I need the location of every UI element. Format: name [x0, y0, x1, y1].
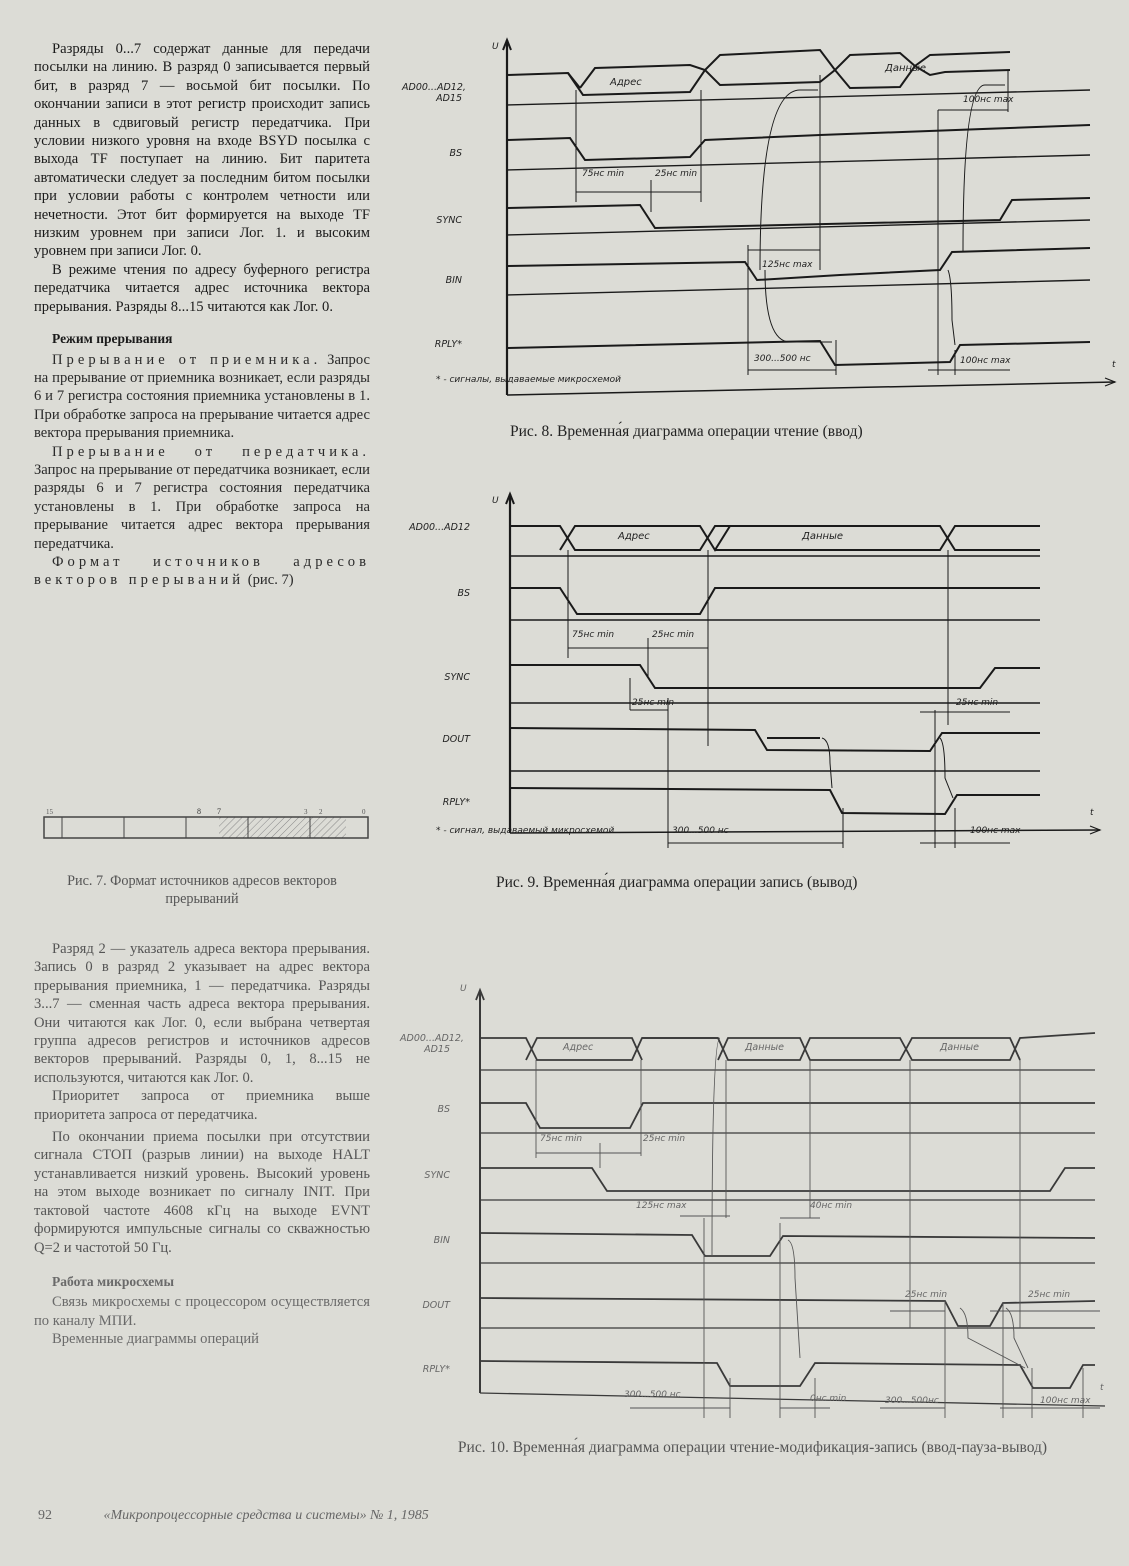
- timing-125ns: 125нс max: [636, 1201, 687, 1211]
- bus-label-address: Адрес: [610, 77, 642, 88]
- fig10-caption: Рис. 10. Временна́я диаграмма операции чтение-модификация-запись (ввод-пауза-вывод): [457, 1439, 1048, 1456]
- paragraph: [34, 443, 370, 553]
- signal-label-bs: BS: [457, 588, 470, 599]
- signal-label-bin: BIN: [445, 275, 462, 286]
- page-footer: [38, 1508, 429, 1524]
- fig8-footnote: * - сигналы, выдаваемые микросхемой: [436, 375, 622, 385]
- fig9-timing-diagram-write: [400, 488, 1120, 908]
- signal-label-bin: BIN: [433, 1235, 450, 1246]
- paragraph: Связь микросхемы с процессором осуществляется по каналу МПИ.: [34, 1294, 370, 1329]
- fig7-register-format: [42, 805, 372, 845]
- bit-label: 0: [362, 808, 366, 816]
- bit-label: 15: [46, 808, 53, 816]
- paragraph-text: Запрос на прерывание от приемника возникает, если разряды 6 и 7 регистра состояния приемника установлены в 1. При обработке запроса на прерывание читается адрес вектора прерывания приемника.: [34, 351, 370, 442]
- timing-300-500ns: 300...500 нс: [754, 354, 811, 364]
- timing-75ns: 75нс min: [540, 1134, 583, 1144]
- paragraph: Приоритет запроса от приемника выше приоритета запроса от передатчика.: [34, 1088, 370, 1123]
- timing-25ns-dout: 25нс min: [632, 698, 675, 708]
- section-heading-interrupt: Режим прерывания: [52, 331, 173, 347]
- fig8-timing-diagram-read: [400, 30, 1120, 450]
- bus-label-data-write: Данные: [940, 1042, 980, 1053]
- axis-label-u: U: [460, 984, 467, 994]
- signal-label-sync: SYNC: [424, 1170, 450, 1181]
- timing-40ns: 40нс min: [810, 1201, 853, 1211]
- paragraph: Разряд 2 — указатель адреса вектора прерывания. Запись 0 в разряд 2 указывает на адрес вектора прерывания приемника, 1 — передатчика. Разряды 3...7 — сменная часть адреса вектора прерывания. Они читаются как Лог. 0, если выбрана четвертая группа адресов регистров и источников адресов векторов прерываний. Разряды 0, 1, 8...15 не используются, читаются как Лог. 0.: [34, 941, 370, 1086]
- axis-label-u: U: [492, 496, 499, 506]
- emphasis-spaced: Прерывание от передатчика.: [52, 443, 370, 460]
- signal-label-bs: BS: [449, 148, 462, 159]
- bit-label: 2: [319, 808, 323, 816]
- timing-75ns: 75нс min: [582, 169, 625, 179]
- axis-label-u: U: [492, 42, 499, 52]
- fig9-caption: Рис. 9. Временна́я диаграмма операции запись (вывод): [496, 874, 858, 891]
- bit-label: 7: [217, 807, 221, 816]
- fig7-caption: Рис. 7. Формат источников адресов векторов прерываний: [67, 873, 337, 907]
- paragraph: [34, 553, 370, 590]
- signal-label-ad: AD00...AD12, AD15: [400, 1033, 464, 1055]
- signal-label-bs: BS: [437, 1104, 450, 1115]
- timing-25ns-end: 25нс min: [956, 698, 999, 708]
- signal-label-dout: DOUT: [422, 1300, 450, 1311]
- timing-100ns: 100нс max: [970, 826, 1021, 836]
- signal-label-sync: SYNC: [444, 672, 470, 683]
- bus-label-address: Адрес: [563, 1042, 594, 1053]
- left-column: [34, 40, 370, 590]
- bit-label: 3: [304, 808, 308, 816]
- timing-125ns: 125нс max: [762, 260, 813, 270]
- paragraph: По окончании приема посылки при отсутствии сигнала СТОП (разрыв линии) на выходе HALT устанавливается низкий уровень. Высокий уровень на этом выходе возникает по сигналу INIT. При тактовой частоте 4608 кГц на выходе EVNT формируются импульсные сигналы со скважностью Q=2 и частотой 50 Гц.: [34, 1129, 370, 1256]
- signal-label-ad: AD00...AD12: [409, 522, 470, 533]
- paragraph: В режиме чтения по адресу буферного регистра передатчика читается адрес источника вектора прерывания. Разряды 8...15 читаются как Лог. 0.: [34, 261, 370, 315]
- paragraph: Временные диаграммы операций: [52, 1331, 259, 1348]
- timing-300-500ns-read: 300...500 нс: [624, 1390, 681, 1400]
- bus-label-data: Данные: [802, 531, 844, 542]
- paragraph-text: Запрос на прерывание от передатчика возникает, если разряды 6 и 7 регистра состояния передатчика установлены в 1. При обработке запроса на прерывание читается адрес вектора прерывания передатчика.: [34, 461, 370, 552]
- emphasis-spaced: Прерывание от приемника.: [52, 351, 322, 368]
- axis-label-t: t: [1112, 360, 1116, 370]
- timing-300-500ns: 300...500 нс: [672, 826, 729, 836]
- bit-label: 8: [197, 807, 201, 816]
- section-heading-work: Работа микросхемы: [52, 1273, 175, 1289]
- bus-label-data: Данные: [885, 63, 927, 74]
- fig9-footnote: * - сигнал, выдаваемый микросхемой: [436, 826, 615, 836]
- timing-300-500ns-write: 300...500нс: [885, 1396, 939, 1406]
- signal-label-rply: RPLY*: [422, 1364, 450, 1375]
- signal-label-ad: AD00...AD12, AD15: [402, 82, 466, 104]
- signal-label-sync: SYNC: [436, 215, 462, 226]
- paragraph-text: (рис. 7): [247, 572, 294, 589]
- axis-label-t: t: [1090, 808, 1094, 818]
- timing-25ns-dout: 25нс min: [905, 1290, 948, 1300]
- timing-75ns: 75нс min: [572, 630, 615, 640]
- paragraph: Разряды 0...7 содержат данные для передачи посылки на линию. В разряд 0 записывается первый бит, в разряд 7 — восьмой бит посылки. По окончании записи в этот регистр происходит запись данных в сдвиговый регистр передатчика. При условии низкого уровня на входе BSYD посылка с выхода TF поступает на линию. Бит паритета автоматически следует за последним битом посылки при условии работы с контролем четности или нечетности. Этот бит формируется на выходе TF низким уровнем при записи Лог. 1. и высоким уровнем при записи Лог. 0.: [34, 41, 370, 260]
- timing-25ns: 25нс min: [643, 1134, 686, 1144]
- fig9-svg: [400, 488, 1120, 858]
- timing-25ns-end: 25нс min: [1028, 1290, 1071, 1300]
- fig8-caption: Рис. 8. Временна́я диаграмма операции чтение (ввод): [510, 423, 863, 440]
- timing-100ns-data: 100нс max: [963, 95, 1014, 105]
- timing-100ns: 100нс max: [1040, 1396, 1091, 1406]
- bus-label-address: Адрес: [618, 531, 650, 542]
- signal-label-rply: RPLY*: [442, 797, 470, 808]
- fig8-svg: [400, 30, 1120, 400]
- left-column-continued: [34, 940, 370, 1349]
- emphasis-spaced: Формат источников адресов векторов прерываний: [34, 553, 370, 589]
- signal-label-dout: DOUT: [442, 734, 470, 745]
- journal-title: «Микропроцессорные средства и системы» № 1, 1985: [103, 1508, 429, 1523]
- timing-100ns-rply: 100нс max: [960, 356, 1011, 366]
- timing-0ns: 0нс min: [810, 1394, 847, 1404]
- timing-25ns: 25нс min: [652, 630, 695, 640]
- bus-label-data-read: Данные: [745, 1042, 785, 1053]
- timing-25ns: 25нс min: [655, 169, 698, 179]
- fig10-timing-diagram-rmw: [400, 978, 1120, 1498]
- signal-label-rply: RPLY*: [434, 339, 462, 350]
- paragraph: [34, 351, 370, 443]
- page-number: 92: [38, 1508, 52, 1523]
- axis-label-t: t: [1100, 1383, 1104, 1393]
